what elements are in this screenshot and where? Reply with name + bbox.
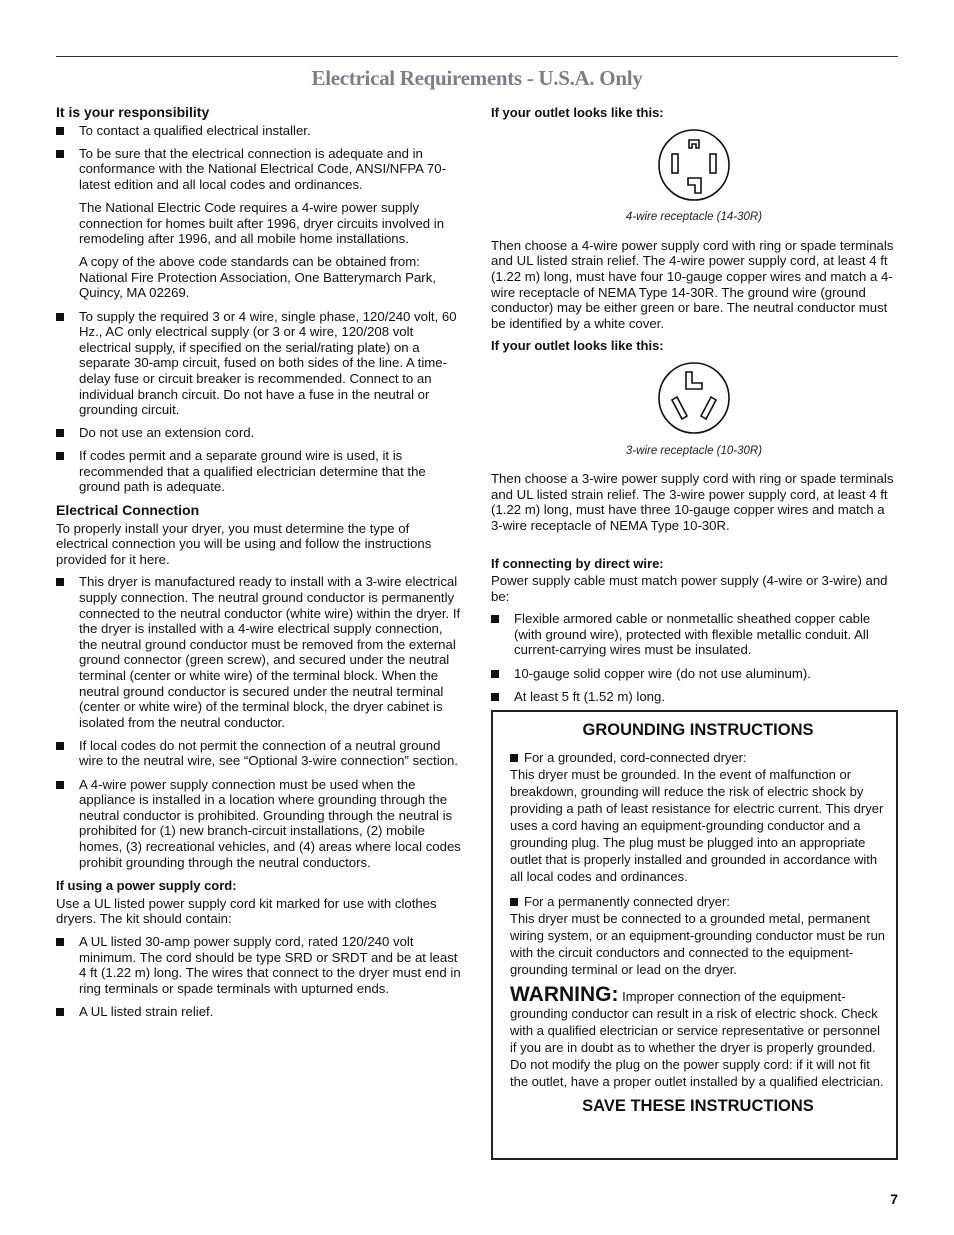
list-item: If local codes do not permit the connection of a neutral ground wire to the neutral wire, see “Optional 3-wire connection” section. — [56, 738, 464, 769]
receptacle-4wire-icon — [491, 127, 897, 207]
list-item: If codes permit and a separate ground wire is used, it is recommended that a qualified electrician determine that the ground path is adequate. — [56, 448, 464, 495]
left-column — [56, 105, 464, 1027]
header-rule — [56, 56, 898, 57]
grounding-subheading-permanent: For a permanently connected dryer: — [510, 893, 886, 910]
nec-paragraph: The National Electric Code requires a 4-wire power supply connection for homes built after 1996, dryer circuits involved in remodeling after 1996, and all mobile home installations. — [79, 199, 445, 247]
grounding-instructions-box — [491, 710, 898, 1160]
direct-wire-intro: Power supply cable must match power supply (4-wire or 3-wire) and be: — [491, 573, 888, 604]
list-item: To supply the required 3 or 4 wire, single phase, 120/240 volt, 60 Hz., AC only electrical supply (or 3 or 4 wire, 120/208 volt electrical supply, if specified on the serial/rating plate) on a separate 30-amp circuit, fused on both sides of the line. A time-delay fuse or circuit breaker is recommended. Connect to an individual branch circuit. Do not have a fuse in the neutral or grounding circuit. — [56, 309, 464, 418]
list-item: A UL listed strain relief. — [56, 1004, 464, 1020]
bullet-square-icon — [56, 781, 64, 789]
bullet-square-icon — [56, 127, 64, 135]
caption-4wire: 4-wire receptacle (14-30R) — [625, 211, 763, 224]
bullet-square-icon — [491, 615, 499, 623]
grounding-paragraph-permanent: This dryer must be connected to a grounded metal, permanent wiring system, or an equipment-grounding conductor must be run with the circuit conductors and connected to the equipment-grounding terminal or lead on the dryer. — [510, 911, 886, 977]
code-copy-paragraph: A copy of the above code standards can be obtained from: National Fire Protection Association, One Batterymarch Park, Quincy, MA 02269. — [79, 254, 436, 301]
bullet-square-icon — [56, 429, 64, 437]
connection-intro: To properly install your dryer, you must determine the type of electrical connection you will be using and follow the instructions provided for it here. — [56, 520, 432, 567]
list-item: At least 5 ft (1.52 m) long. — [491, 689, 897, 705]
warning-label: WARNING: — [510, 983, 619, 1006]
right-column — [491, 105, 897, 712]
list-item: Flexible armored cable or nonmetallic sheathed copper cable (with ground wire), protected with flexible metallic conduit. All current-carrying wires must be insulated. — [491, 611, 897, 658]
warning-paragraph: WARNING: Improper connection of the equipment-grounding conductor can result in a risk of electric shock. Check with a qualified electrician or service representative or personnel if you are in doubt as to whether the dryer is properly grounded. Do not modify the plug on the power supply cord: if it will not fit the outlet, have a proper outlet installed by a qualified electrician. — [510, 983, 884, 1089]
save-instructions: SAVE THESE INSTRUCTIONS — [582, 1097, 814, 1115]
bullet-square-icon — [56, 938, 64, 946]
bullet-square-icon — [56, 313, 64, 321]
three-wire-paragraph: Then choose a 3-wire power supply cord with ring or spade terminals and UL listed strain relief. The 3-wire power supply cord, at least 4 ft (1.22 m) long, must have three 10-gauge copper wires and match a 3-wire receptacle of NEMA Type 10-30R. — [491, 471, 894, 533]
bullet-square-icon — [510, 898, 518, 906]
grounding-title: GROUNDING INSTRUCTIONS — [582, 721, 814, 739]
list-item: Do not use an extension cord. — [56, 425, 464, 441]
outlet-heading-4wire: If your outlet looks like this: — [491, 105, 664, 120]
outlet-heading-3wire: If your outlet looks like this: — [491, 338, 664, 354]
bullet-square-icon — [56, 452, 64, 460]
list-item: A UL listed 30-amp power supply cord, rated 120/240 volt minimum. The cord should be type SRD or SRDT and be at least 4 ft (1.22 m) long. The wires that connect to the dryer must end in ring terminals or spade terminals with upturned ends. — [56, 934, 464, 996]
direct-wire-heading: If connecting by direct wire: — [491, 555, 664, 571]
grounding-subheading-cord: For a grounded, cord-connected dryer: — [510, 749, 886, 766]
page-number: 7 — [890, 1191, 898, 1207]
electrical-connection-heading: Electrical Connection — [56, 502, 200, 519]
bullet-square-icon — [56, 578, 64, 586]
bullet-square-icon — [510, 754, 518, 762]
list-item: A 4-wire power supply connection must be used when the appliance is installed in a location where grounding through the neutral conductor is prohibited. Grounding through the neutral is prohibited for (1) new branch-circuit installations, (2) mobile homes, (3) recreational vehicles, and (4) areas where local codes prohibit grounding through the neutral conductors. — [56, 777, 464, 871]
bullet-square-icon — [56, 742, 64, 750]
bullet-square-icon — [491, 670, 499, 678]
list-item: This dryer is manufactured ready to install with a 3-wire electrical supply connection. The neutral ground conductor is permanently connected to the neutral conductor (white wire) within the dryer. If the dryer is installed with a 4-wire electrical supply connection, the neutral ground conductor must be removed from the external ground connector (green screw), and secured under the neutral terminal (center or white wire) of the terminal block. When the neutral ground conductor is secured under the neutral terminal (center or white wire) of the terminal block, the dryer cabinet is isolated from the neutral conductor. — [56, 574, 464, 730]
caption-3wire: 3-wire receptacle (10-30R) — [625, 444, 763, 457]
responsibility-heading: It is your responsibility — [56, 104, 210, 120]
power-cord-intro: Use a UL listed power supply cord kit marked for use with clothes dryers. The kit should contain: — [56, 895, 437, 927]
page-title: Electrical Requirements - U.S.A. Only — [311, 66, 643, 90]
list-item: 10-gauge solid copper wire (do not use aluminum). — [491, 666, 897, 682]
receptacle-3wire-icon — [491, 360, 897, 440]
bullet-square-icon — [56, 150, 64, 158]
grounding-paragraph-cord: This dryer must be grounded. In the event of malfunction or breakdown, grounding will reduce the risk of electric shock by providing a path of least resistance for electric current. This dryer uses a cord having an equipment-grounding conductor and a grounding plug. The plug must be plugged into an appropriate outlet that is properly installed and grounded in accordance with all local codes and ordinances. — [510, 767, 884, 884]
power-cord-heading: If using a power supply cord: — [56, 878, 237, 894]
bullet-square-icon — [56, 1008, 64, 1016]
list-item: To contact a qualified electrical installer. — [56, 123, 464, 139]
list-item: To be sure that the electrical connection is adequate and in conformance with the National Electrical Code, ANSI/NFPA 70-latest edition and all local codes and ordinances. — [56, 146, 464, 193]
four-wire-paragraph: Then choose a 4-wire power supply cord with ring or spade terminals and UL listed strain relief. The 4-wire power supply cord, at least 4 ft (1.22 m) long, must have four 10-gauge copper wires and match a 4-wire receptacle of NEMA Type 14-30R. The ground wire (ground conductor) may be either green or bare. The neutral conductor must be identified by a white cover. — [491, 237, 894, 331]
bullet-square-icon — [491, 693, 499, 701]
